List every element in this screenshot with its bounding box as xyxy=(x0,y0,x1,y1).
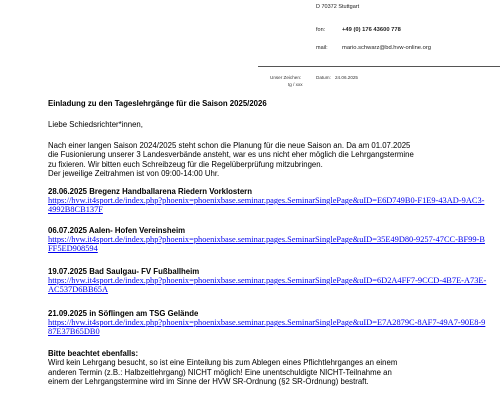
letterhead-address: D 70372 Stuttgart xyxy=(316,4,360,10)
mail-label: mail: xyxy=(316,45,328,51)
intro-line-3: zu fixieren. Wir bitten euch Schreibzeug für die Regelüberprüfung mitzubringen. xyxy=(48,159,323,169)
notice-line-1: Wird kein Lehrgang besucht, so ist eine Einteilung bis zum Ablegen eines Pflichtlehrganges an einem xyxy=(48,358,398,368)
session-item xyxy=(48,187,488,214)
reference-label: Unser Zeichen: xyxy=(270,75,302,80)
notice-line-2: anderen Termin (z.B.: Halbzeitlehrgang) NICHT möglich! Eine unentschuldigte NICHT-Teilnahme an xyxy=(48,367,392,377)
header-rule xyxy=(258,66,500,67)
phone-label: fon: xyxy=(316,27,326,33)
registration-link[interactable]: https://hvw.it4sport.de/index.php?phoenix=phoenixbase.seminar.pages.SeminarSinglePage&uID=6D2A4FF7-9CCD-4B7E-A73E-AC537D6BB65A xyxy=(48,276,487,295)
date-label: Datum: xyxy=(316,75,331,80)
intro-line-2: die Fusionierung unserer 3 Landesverbände ansteht, war es uns nicht eher möglich die Lehrgangstermine xyxy=(48,150,414,160)
date-value: 24.06.2025 xyxy=(335,75,358,80)
session-item xyxy=(48,267,488,294)
notice-block xyxy=(48,349,397,386)
registration-link[interactable]: https://hvw.it4sport.de/index.php?phoenix=phoenixbase.seminar.pages.SeminarSinglePage&uID=E6D749B0-F1E9-43AD-9AC3-4992B8CB137F xyxy=(48,196,485,215)
intro-line-4: Der jeweilige Zeitrahmen ist von 09:00-14:00 Uhr. xyxy=(48,168,220,178)
letter-subject: Einladung zu den Tageslehrgänge für die Saison 2025/2026 xyxy=(48,99,267,108)
intro-paragraph xyxy=(48,141,414,178)
session-item xyxy=(48,309,488,336)
registration-link[interactable]: https://hvw.it4sport.de/index.php?phoenix=phoenixbase.seminar.pages.SeminarSinglePage&uID=E7A2879C-8AF7-49A7-90E8-987E37B65DB0 xyxy=(48,318,486,337)
session-title: 19.07.2025 Bad Saulgau- FV Fußballheim xyxy=(48,267,200,276)
notice-heading: Bitte beachtet ebenfalls: xyxy=(48,349,139,358)
mail-value[interactable]: mario.schwarz@bd.hvw-online.org xyxy=(342,45,432,51)
reference-value: tg / xxx xyxy=(288,82,303,87)
salutation: Liebe Schiedsrichter*innen, xyxy=(48,120,143,129)
session-title: 21.09.2025 in Söflingen am TSG Gelände xyxy=(48,309,199,318)
session-title: 28.06.2025 Bregenz Handballarena Riedern Vorklostern xyxy=(48,187,252,196)
intro-line-1: Nach einer langen Saison 2024/2025 steht schon die Planung für die neue Saison an. Da am 01.07.2025 xyxy=(48,141,411,150)
session-item xyxy=(48,226,488,253)
session-title: 06.07.2025 Aalen- Hofen Vereinsheim xyxy=(48,226,186,235)
notice-line-3: einem der Lehrgangstermine wird im Sinne der HVW SR-Ordnung (§2 SR-Ordnung) bestraft. xyxy=(48,376,369,386)
phone-value: +49 (0) 176 43600 778 xyxy=(342,27,401,33)
registration-link[interactable]: https://hvw.it4sport.de/index.php?phoenix=phoenixbase.seminar.pages.SeminarSinglePage&uID=35E49D80-9257-47CC-BF99-BFF5ED908594 xyxy=(48,235,485,254)
